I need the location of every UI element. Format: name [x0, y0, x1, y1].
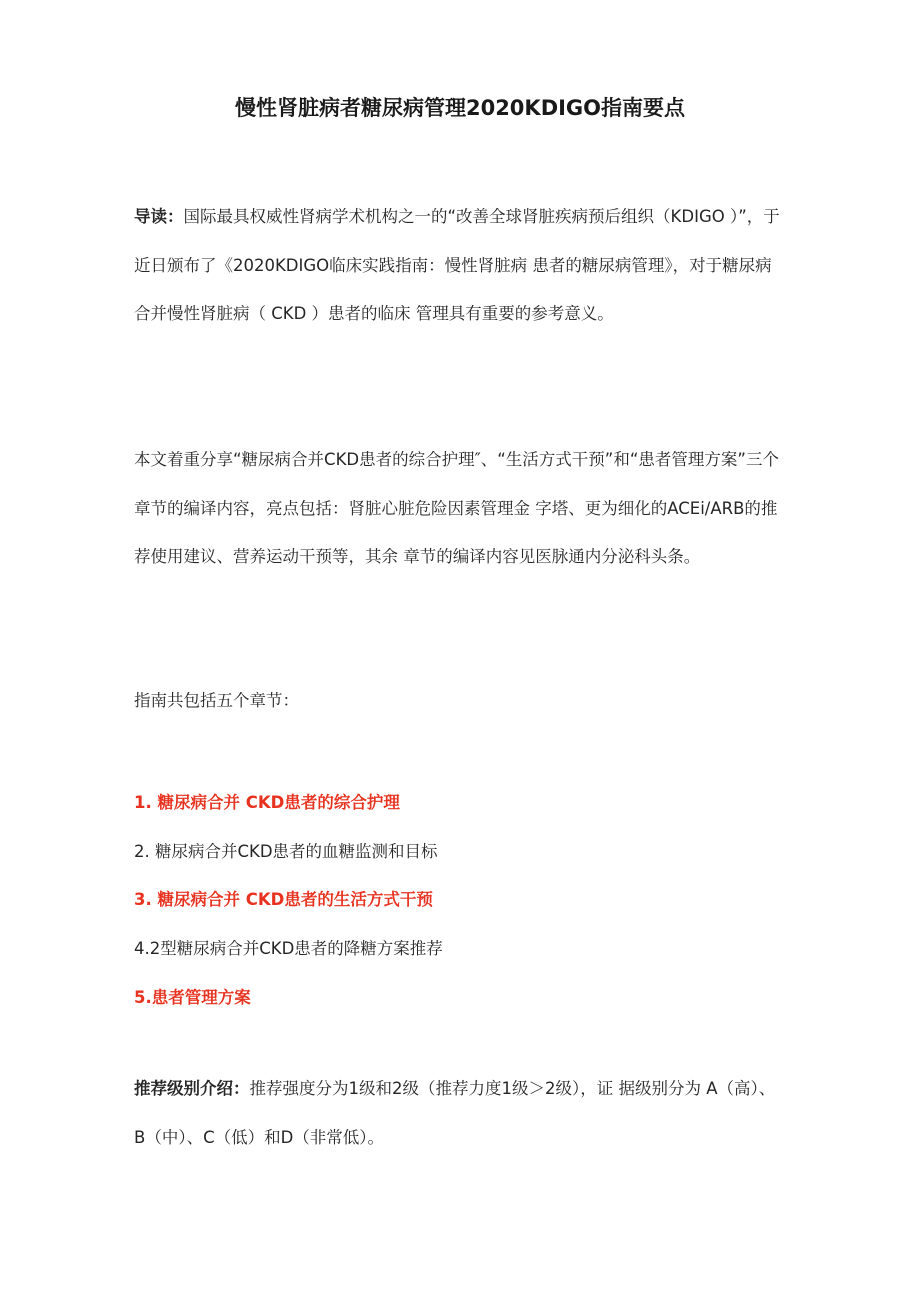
- chapter-item-4: 4.2型糖尿病合并CKD患者的降糖方案推荐: [134, 939, 443, 958]
- chapter-item-3: 3. 糖尿病合并 CKD患者的生活方式干预: [134, 890, 433, 909]
- chapter-item-5: 5.患者管理方案: [134, 988, 251, 1007]
- summary-paragraph: 本文着重分享“糖尿病合并CKD患者的综合护理″、“生活方式干预”和“患者管理方案”三个章节的编译内容，亮点包括：肾脏心脏危险因素管理金 字塔、更为细化的ACEi/ARB的推荐使用建议、营养运动干预等，其余 章节的编译内容见医脉通内分泌科头条。: [134, 450, 779, 566]
- intro-label: 导读：: [134, 207, 184, 226]
- grading-label: 推荐级别介绍：: [134, 1079, 250, 1098]
- page-title: 慢性肾脏病者糖尿病管理2020KDIGO指南要点: [234, 96, 686, 120]
- grading-paragraph: [134, 1065, 784, 1162]
- intro-text: 国际最具权威性肾病学术机构之一的“改善全球肾脏疾病预后组织（KDIGO ）”，于近日颁布了《2020KDIGO临床实践指南：慢性肾脏病 患者的糖尿病管理》，对于糖尿病合并慢性肾脏病（ CKD ）患者的临床 管理具有重要的参考意义。: [134, 207, 780, 323]
- grading-text: 推荐强度分为1级和2级（推荐力度1级＞2级），证 据级别分为 A（高）、B（中）、C（低）和D（非常低）。: [134, 1079, 776, 1147]
- chapters-intro: 指南共包括五个章节：: [134, 691, 299, 710]
- chapter-item-1: 1. 糖尿病合并 CKD患者的综合护理: [134, 793, 400, 812]
- chapter-item-2: 2. 糖尿病合并CKD患者的血糖监测和目标: [134, 842, 438, 861]
- intro-paragraph: [134, 193, 784, 339]
